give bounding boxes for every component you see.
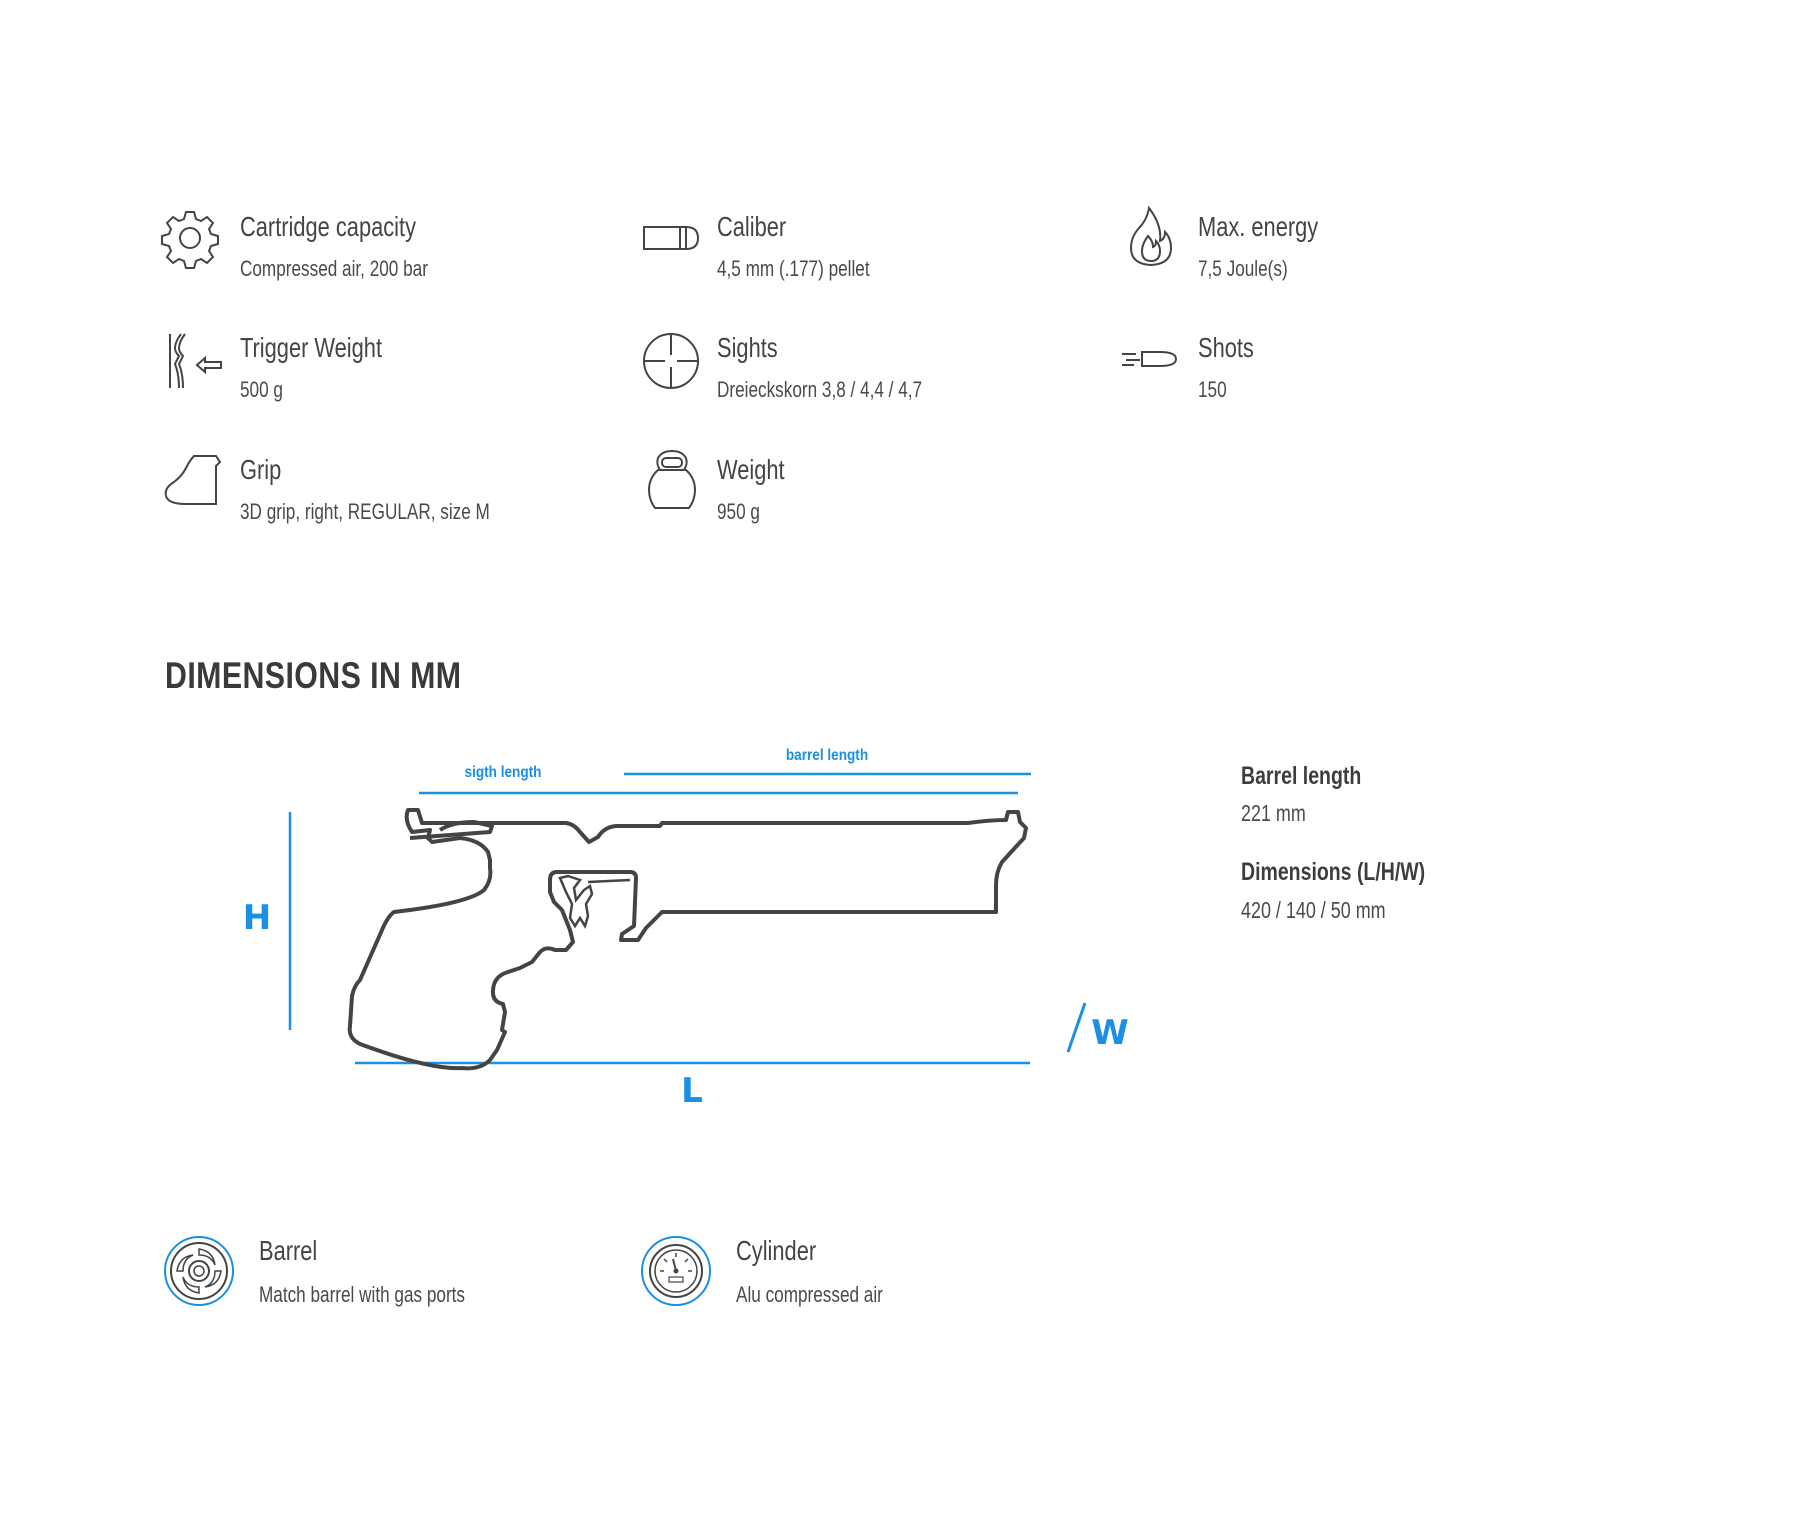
spec-title-trigger: Trigger Weight: [240, 332, 383, 363]
length-letter: L: [681, 1071, 703, 1111]
spec-title-grip: Grip: [240, 454, 282, 485]
spec-title-sights: Sights: [717, 332, 778, 363]
spec-value-sights: Dreieckskorn 3,8 / 4,4 / 4,7: [717, 377, 923, 402]
barrel-length-label: barrel length: [785, 747, 869, 765]
feature-title-barrel: Barrel: [259, 1235, 318, 1266]
spec-value-caliber: 4,5 mm (.177) pellet: [717, 256, 870, 281]
spec-value-shots: 150: [1198, 377, 1227, 402]
spec-title-weight: Weight: [717, 454, 785, 485]
feature-title-cylinder: Cylinder: [736, 1235, 817, 1266]
trigger-detail: [560, 876, 630, 926]
feature-value-barrel: Match barrel with gas ports: [259, 1282, 466, 1307]
feature-value-cylinder: Alu compressed air: [736, 1282, 883, 1307]
dimensions-spec-value: 420 / 140 / 50 mm: [1241, 897, 1386, 923]
width-letter: W: [1091, 1013, 1129, 1053]
barrel-length-spec-value: 221 mm: [1241, 800, 1306, 826]
pressure-gauge-icon: [640, 1235, 712, 1307]
spec-value-cartridge: Compressed air, 200 bar: [240, 256, 428, 281]
spec-title-energy: Max. energy: [1198, 211, 1319, 242]
barrel-length-spec-label: Barrel length: [1241, 762, 1362, 790]
spec-title-caliber: Caliber: [717, 211, 787, 242]
spec-title-cartridge: Cartridge capacity: [240, 211, 417, 242]
spec-value-weight: 950 g: [717, 499, 760, 524]
spec-value-trigger: 500 g: [240, 377, 283, 402]
spec-title-shots: Shots: [1198, 332, 1254, 363]
dimensions-spec-label: Dimensions (L/H/W): [1241, 858, 1426, 886]
barrel-rifling-icon: [163, 1235, 235, 1307]
dimensions-heading: DIMENSIONS IN MM: [165, 655, 462, 696]
spec-value-energy: 7,5 Joule(s): [1198, 256, 1288, 281]
spec-value-grip: 3D grip, right, REGULAR, size M: [240, 499, 490, 524]
pistol-outline: [350, 810, 1026, 1068]
height-letter: H: [242, 898, 272, 938]
width-line: [1068, 1003, 1085, 1052]
sight-length-label: sigth length: [464, 764, 542, 782]
